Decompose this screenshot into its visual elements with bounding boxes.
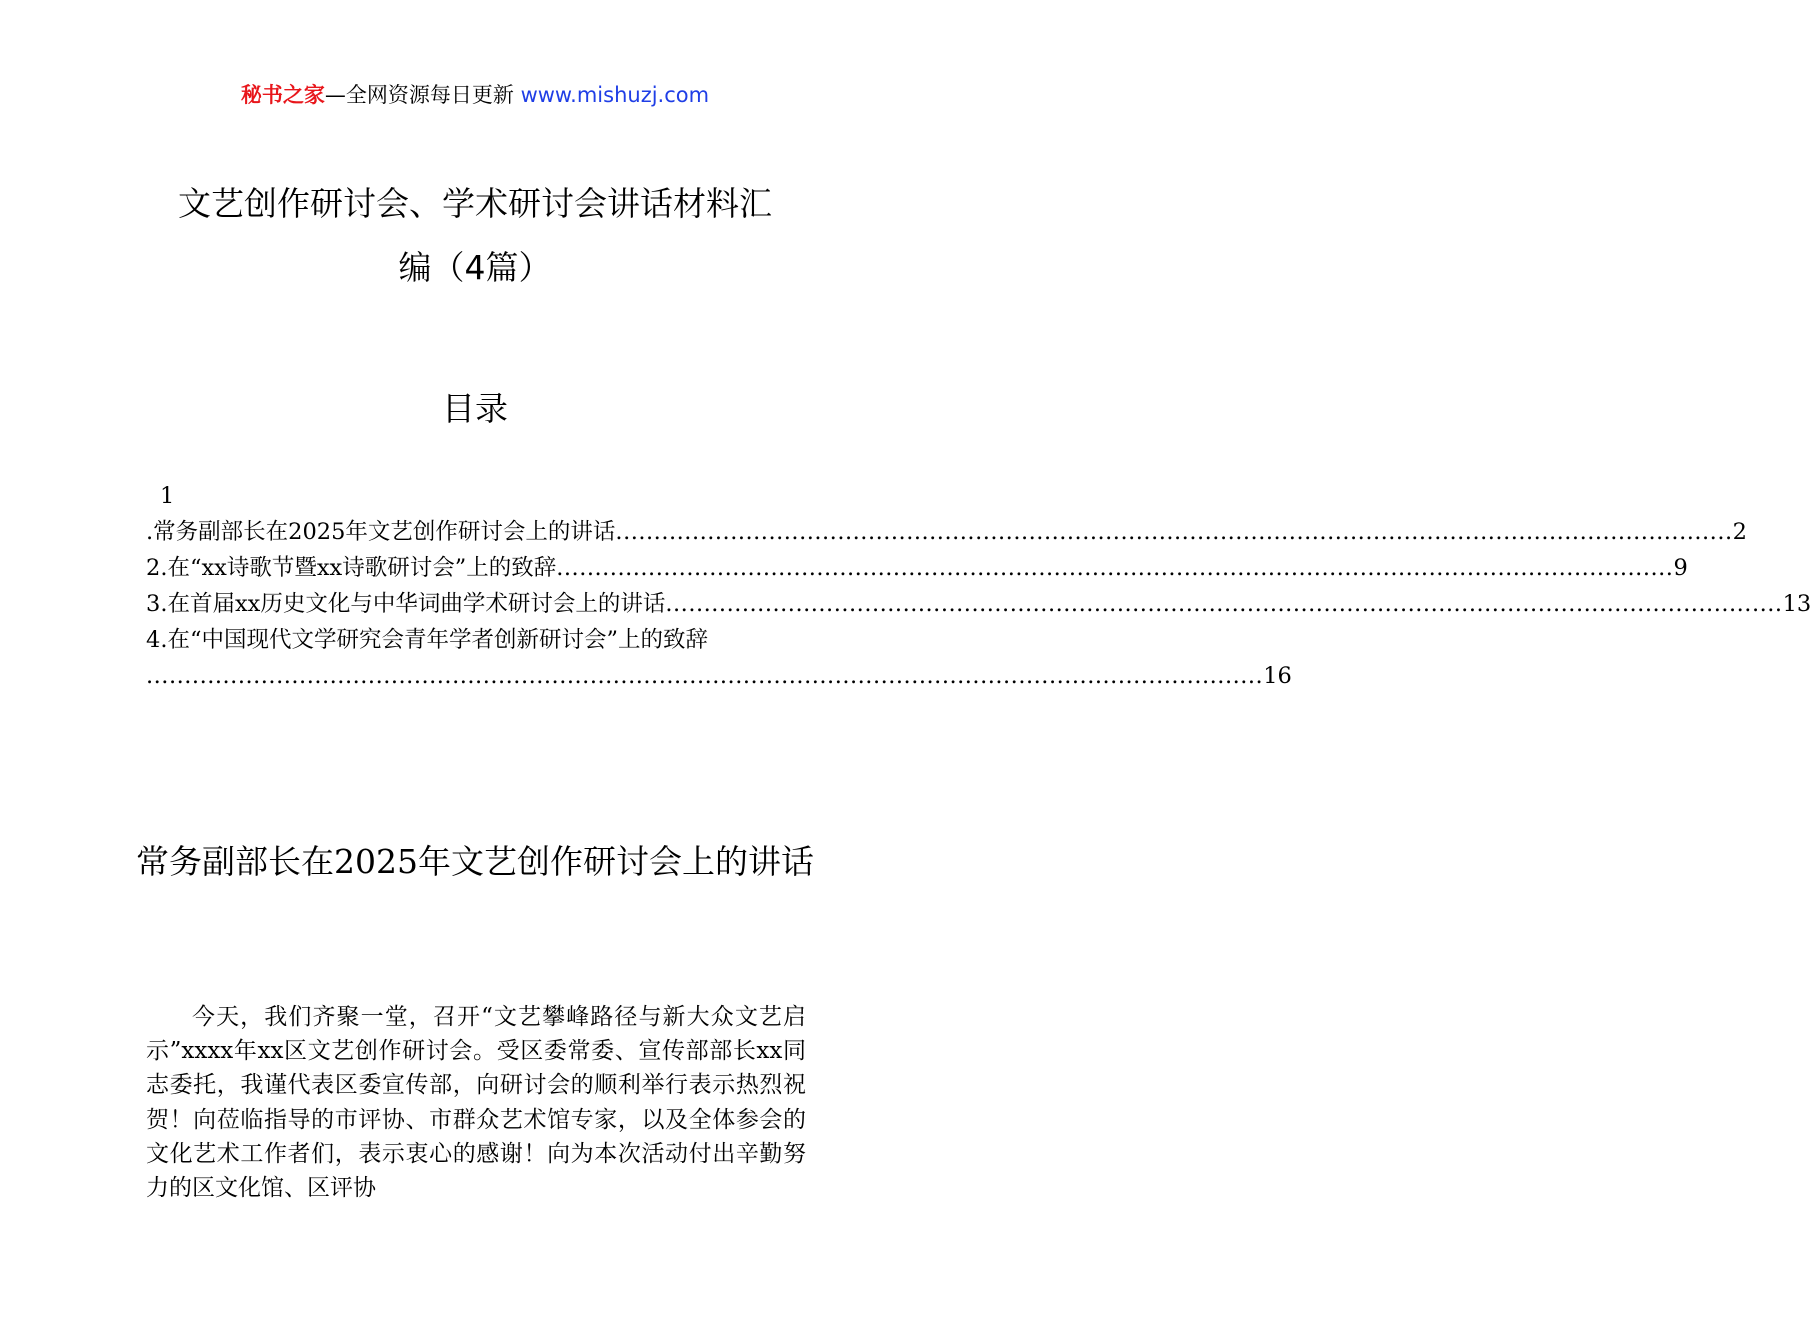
body-paragraph: 今天，我们齐聚一堂，召开“文艺攀峰路径与新大众文艺启示”xxxx年xx区文艺创作研讨会。受区委常委、宣传部部长xx同志委托，我谨代表区委宣传部，向研讨会的顺利举行表示热烈祝贺！向莅临指导的市评协、市群众艺术馆专家，以及全体参会的文化艺术工作者们，表示衷心的感谢！向为本次活动付出辛勤努力的区文化馆、区评协 <box>146 1004 806 1202</box>
toc-item-page: 13 <box>1782 591 1811 617</box>
toc-item-page: 16 <box>1263 663 1292 689</box>
brand-name: 秘书之家 <box>240 83 325 107</box>
document-title <box>130 172 820 300</box>
toc-item-1[interactable] <box>146 514 1747 550</box>
toc-item-4-continuation[interactable] <box>146 658 1292 694</box>
header-tagline: —全网资源每日更新 <box>324 83 514 107</box>
toc-item-label: 3.在首届xx历史文化与中华词曲学术研讨会上的讲话 <box>146 591 666 617</box>
document-title-line-2: 编（4篇） <box>398 248 552 287</box>
document-title-line-1: 文艺创作研讨会、学术研讨会讲话材料汇 <box>178 184 772 223</box>
toc-leader-dots: .................................................................................................................................................. <box>665 591 1783 617</box>
toc-item-4[interactable] <box>146 622 806 658</box>
toc-item-2[interactable] <box>146 550 1688 586</box>
toc-item-page: 2 <box>1732 519 1747 545</box>
toc-item-1-number: 1 <box>160 483 175 509</box>
toc-heading: 目录 <box>442 389 508 428</box>
toc-item-3[interactable] <box>146 586 1811 622</box>
toc-leader-dots: .................................................................................................................................................. <box>146 663 1264 689</box>
toc-item-label: 2.在“xx诗歌节暨xx诗歌研讨会”上的致辞 <box>146 555 557 581</box>
body-text <box>146 1000 806 1205</box>
toc-item-label: 4.在“中国现代文学研究会青年学者创新研讨会”上的致辞 <box>146 627 708 653</box>
section-title: 常务副部长在2025年文艺创作研讨会上的讲话 <box>136 842 814 881</box>
toc-item-page: 9 <box>1673 555 1688 581</box>
table-of-contents <box>146 478 1811 694</box>
toc-leader-dots: .................................................................................................................................................. <box>615 519 1733 545</box>
toc-item-label: .常务副部长在2025年文艺创作研讨会上的讲话 <box>146 519 616 545</box>
site-url-link[interactable]: www.mishuzj.com <box>520 83 710 107</box>
toc-leader-dots: .................................................................................................................................................. <box>556 555 1674 581</box>
site-header <box>0 78 950 112</box>
